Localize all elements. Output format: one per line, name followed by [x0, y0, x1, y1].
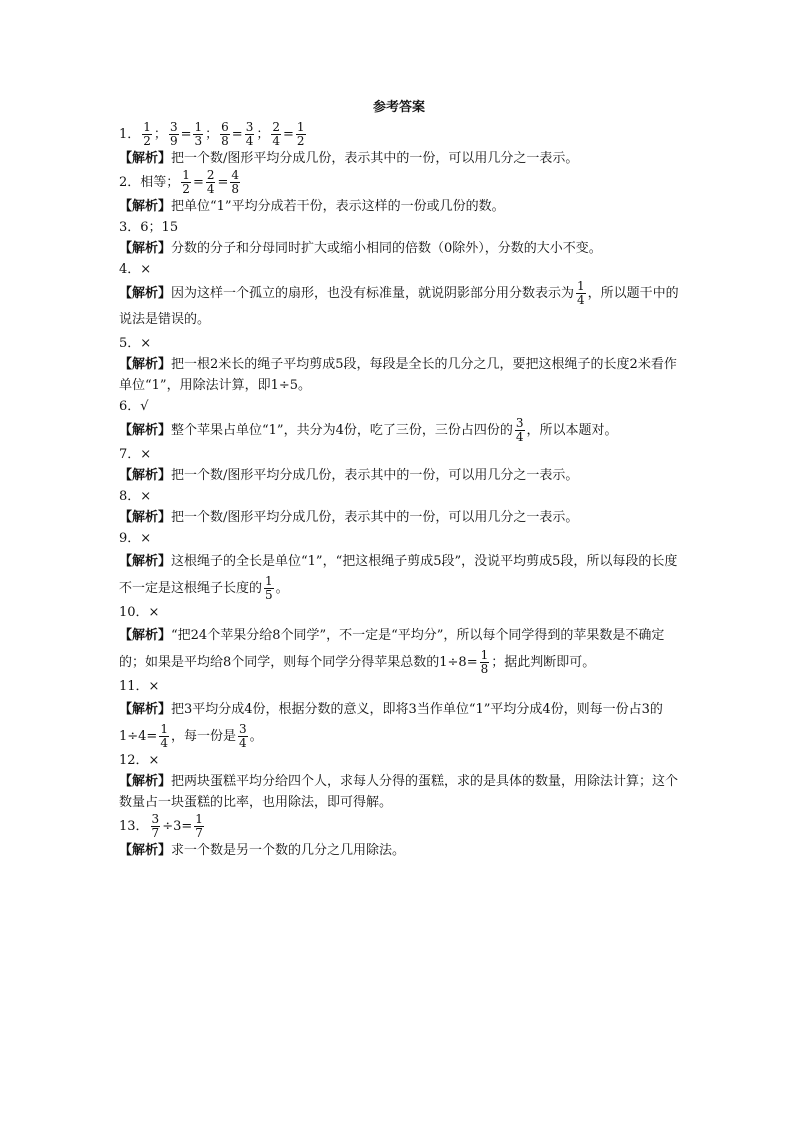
- analysis-tag: 【解析】: [119, 241, 172, 256]
- analysis-line: [119, 623, 679, 676]
- fraction-numerator: 4: [231, 168, 240, 182]
- fraction-denominator: 7: [151, 826, 160, 840]
- analysis-tag: 【解析】: [119, 468, 172, 483]
- analysis-line: [119, 507, 679, 528]
- page-title: 参考答案: [372, 100, 425, 115]
- fraction: [169, 121, 179, 148]
- fraction: [480, 649, 490, 676]
- fraction-numerator: 1: [577, 279, 585, 293]
- fraction-denominator: 9: [169, 134, 178, 148]
- answer-line: [119, 333, 679, 354]
- fraction-denominator: 8: [221, 134, 229, 148]
- text-run: ×: [148, 679, 160, 694]
- fraction: [264, 575, 274, 602]
- fraction-denominator: 4: [206, 182, 215, 196]
- text-run: ×: [148, 605, 160, 620]
- fraction-numerator: 1: [480, 648, 489, 662]
- analysis-line: [119, 771, 679, 813]
- text-run: 把一根2米长的绳子平均剪成5段，每段是全长的几分之几，要把这根绳子的长度2米看作单位“1”，用除法计算，即1÷5。: [119, 357, 677, 393]
- item-number: 7．: [119, 447, 141, 462]
- fraction-numerator: 3: [245, 120, 254, 134]
- answer-line: [119, 259, 679, 280]
- answer-line: [119, 444, 679, 465]
- text-run: √: [140, 399, 149, 414]
- text-run: 把单位“1”平均分成若干份，表示这样的一份或几份的数。: [171, 199, 505, 214]
- item-number: 3．: [119, 220, 141, 235]
- text-run: 相等；: [140, 175, 180, 190]
- analysis-tag: 【解析】: [119, 151, 172, 166]
- text-run: 分数的分子和分母同时扩大或缩小相同的倍数（0除外），分数的大小不变。: [171, 241, 602, 256]
- text-run: ×: [148, 753, 160, 768]
- analysis-tag: 【解析】: [119, 843, 172, 858]
- answer-line: [119, 396, 679, 417]
- analysis-tag: 【解析】: [119, 702, 172, 717]
- fraction-numerator: 1: [160, 722, 168, 736]
- fraction-numerator: 3: [151, 812, 160, 826]
- text-run: =: [231, 127, 243, 142]
- text-run: ×: [140, 336, 152, 351]
- fraction-numerator: 2: [206, 168, 215, 182]
- fraction: [159, 723, 169, 750]
- fraction: [194, 813, 204, 840]
- text-run: ，每一份是: [170, 729, 236, 744]
- analysis-tag: 【解析】: [119, 423, 172, 438]
- text-run: =: [217, 175, 229, 190]
- fraction: [245, 121, 255, 148]
- fraction-numerator: 3: [169, 120, 178, 134]
- text-run: ×: [140, 262, 152, 277]
- item-number: 10．: [119, 605, 149, 620]
- analysis-tag: 【解析】: [119, 199, 172, 214]
- fraction: [271, 121, 281, 148]
- fraction: [142, 121, 152, 148]
- fraction-denominator: 4: [160, 736, 168, 750]
- item-number: 2．: [119, 175, 141, 190]
- fraction-numerator: 1: [194, 120, 203, 134]
- fraction-denominator: 4: [245, 134, 254, 148]
- answer-line: [119, 169, 679, 196]
- fraction: [193, 121, 203, 148]
- fraction-numerator: 1: [182, 168, 190, 182]
- fraction: [576, 280, 586, 307]
- text-run: ；: [153, 127, 167, 142]
- text-run: =: [180, 127, 192, 142]
- text-run: 。: [249, 729, 263, 744]
- analysis-line: [119, 549, 679, 602]
- analysis-tag: 【解析】: [119, 628, 172, 643]
- fraction-numerator: 3: [238, 722, 247, 736]
- item-number: 4．: [119, 262, 141, 277]
- answer-line: [119, 602, 679, 623]
- text-run: “把24个苹果分给8个同学”，不一定是“平均分”，所以每个同学得到的苹果数是不确定的；如果是平均给8个同学，则每个同学分得苹果总数的1÷8=: [119, 628, 665, 670]
- analysis-line: [119, 465, 679, 486]
- fraction-denominator: 8: [231, 182, 240, 196]
- analysis-line: [119, 417, 679, 444]
- fraction-denominator: 2: [296, 134, 305, 148]
- item-number: 9．: [119, 531, 141, 546]
- fraction-numerator: 6: [221, 120, 229, 134]
- fraction-denominator: 4: [577, 293, 585, 307]
- fraction-numerator: 1: [195, 812, 203, 826]
- text-run: ÷3=: [162, 819, 193, 834]
- item-number: 12．: [119, 753, 149, 768]
- fraction-numerator: 2: [272, 120, 280, 134]
- fraction-denominator: 4: [238, 736, 247, 750]
- text-run: =: [282, 127, 294, 142]
- fraction-denominator: 4: [515, 430, 524, 444]
- analysis-tag: 【解析】: [119, 510, 172, 525]
- text-run: 求一个数是另一个数的几分之几用除法。: [171, 843, 406, 858]
- item-number: 5．: [119, 336, 141, 351]
- answer-sheet: [119, 96, 679, 861]
- fraction-denominator: 5: [265, 588, 273, 602]
- fraction: [238, 723, 248, 750]
- text-run: ；: [256, 127, 270, 142]
- answer-line: [119, 813, 679, 840]
- fraction: [181, 169, 191, 196]
- item-number: 11．: [119, 679, 149, 694]
- fraction-denominator: 7: [195, 826, 203, 840]
- answer-list: [119, 121, 679, 861]
- analysis-line: [119, 280, 679, 333]
- analysis-line: [119, 196, 679, 217]
- fraction: [296, 121, 306, 148]
- fraction-numerator: 3: [515, 416, 524, 430]
- fraction-denominator: 2: [143, 134, 151, 148]
- analysis-line: [119, 354, 679, 396]
- fraction: [206, 169, 216, 196]
- analysis-tag: 【解析】: [119, 774, 172, 789]
- text-run: 把一个数/图形平均分成几份，表示其中的一份，可以用几分之一表示。: [171, 468, 579, 483]
- text-run: ，所以题干中的说法是错误的。: [119, 286, 679, 327]
- item-number: 8．: [119, 489, 141, 504]
- fraction-numerator: 1: [296, 120, 305, 134]
- text-run: 把3平均分成4份，根据分数的意义，即将3当作单位“1”平均分成4份，则每一份占3的1÷4=: [119, 702, 663, 744]
- fraction: [230, 169, 240, 196]
- fraction-denominator: 3: [194, 134, 203, 148]
- answer-line: [119, 217, 679, 238]
- text-run: 整个苹果占单位“1”，共分为4份，吃了三份，三份占四份的: [171, 423, 513, 438]
- analysis-line: [119, 697, 679, 750]
- text-run: ，所以本题对。: [526, 423, 618, 438]
- text-run: =: [192, 175, 204, 190]
- analysis-line: [119, 840, 679, 861]
- text-run: ×: [140, 447, 152, 462]
- fraction: [515, 417, 525, 444]
- text-run: 把两块蛋糕平均分给四个人，求每人分得的蛋糕，求的是具体的数量，用除法计算；这个数量占一块蛋糕的比率，也用除法，即可得解。: [119, 774, 679, 810]
- fraction-numerator: 1: [265, 574, 273, 588]
- answer-line: [119, 486, 679, 507]
- analysis-tag: 【解析】: [119, 286, 172, 301]
- answer-line: [119, 528, 679, 549]
- answer-line: [119, 676, 679, 697]
- item-number: 1．: [119, 127, 141, 142]
- fraction-denominator: 8: [480, 662, 489, 676]
- text-run: ；: [205, 127, 219, 142]
- analysis-tag: 【解析】: [119, 357, 172, 372]
- fraction: [220, 121, 230, 148]
- analysis-line: [119, 238, 679, 259]
- text-run: 把一个数/图形平均分成几份，表示其中的一份，可以用几分之一表示。: [171, 510, 579, 525]
- text-run: 把一个数/图形平均分成几份，表示其中的一份，可以用几分之一表示。: [171, 151, 579, 166]
- text-run: ×: [140, 489, 152, 504]
- fraction-denominator: 2: [182, 182, 190, 196]
- item-number: 13．: [119, 819, 149, 834]
- answer-line: [119, 121, 679, 148]
- fraction: [151, 813, 161, 840]
- text-run: 。: [275, 581, 289, 596]
- fraction-denominator: 4: [272, 134, 280, 148]
- fraction-numerator: 1: [143, 120, 151, 134]
- answer-line: [119, 750, 679, 771]
- text-run: 这根绳子的全长是单位“1”，“把这根绳子剪成5段”，没说平均剪成5段，所以每段的长度不一定是这根绳子长度的: [119, 554, 678, 596]
- text-run: ；据此判断即可。: [491, 655, 596, 670]
- text-run: 因为这样一个孤立的扇形，也没有标准量，就说阴影部分用分数表示为: [171, 286, 575, 301]
- text-run: 6；15: [140, 220, 179, 235]
- item-number: 6．: [119, 399, 141, 414]
- analysis-line: [119, 148, 679, 169]
- analysis-tag: 【解析】: [119, 554, 172, 569]
- text-run: ×: [140, 531, 152, 546]
